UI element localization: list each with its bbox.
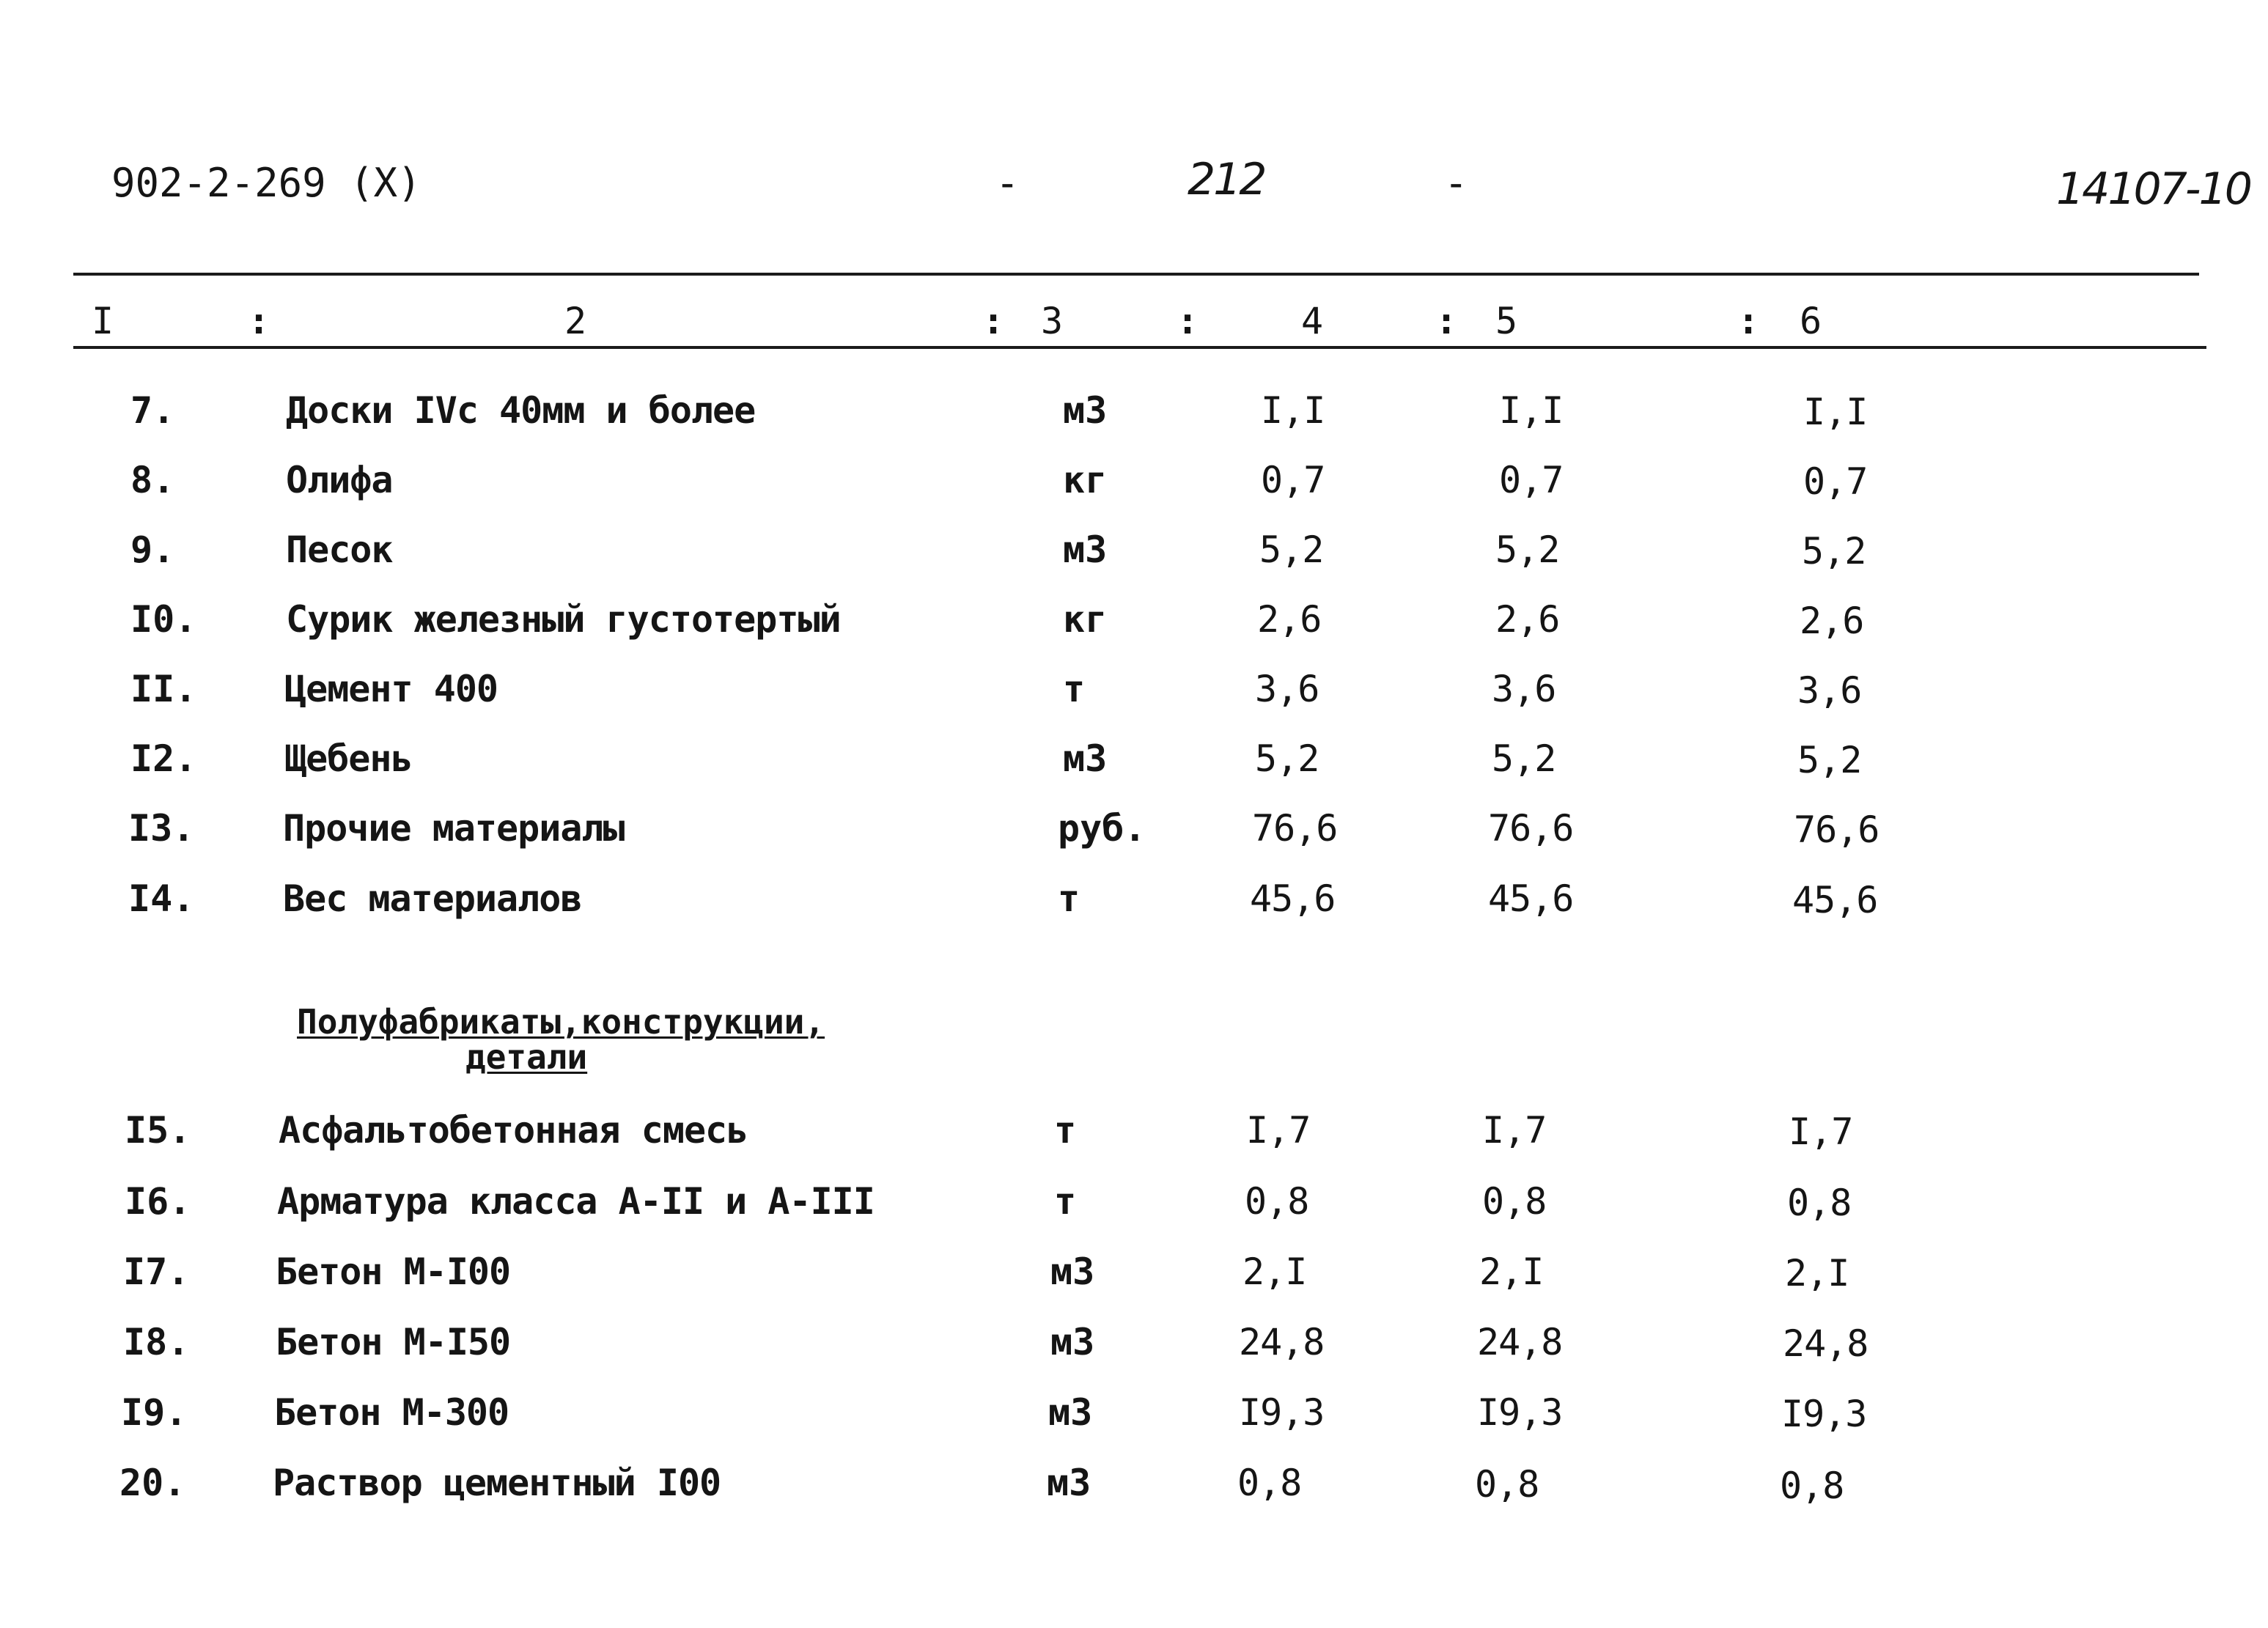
column-separator: : [1177,300,1199,342]
value-col-5: 0,8 [1475,1463,1539,1506]
value-col-5: 45,6 [1488,877,1574,920]
value-col-5: I,7 [1482,1109,1547,1152]
row-number: 7. [130,389,175,432]
row-number: I0. [130,598,197,641]
value-col-6: 24,8 [1783,1322,1868,1365]
value-col-6: 3,6 [1797,669,1862,712]
row-number: I3. [128,807,195,850]
value-col-6: I,7 [1789,1110,1853,1153]
table-top-rule [73,273,2199,276]
section-heading-line-1: Полуфабрикаты,конструкции, [297,1002,825,1042]
value-col-5: 2,6 [1495,598,1560,641]
material-name: Сурик железный густотертый [286,598,841,641]
unit: т [1054,1180,1077,1223]
value-col-4: 0,8 [1237,1462,1302,1504]
material-name: Песок [286,528,393,571]
value-col-6: 5,2 [1797,739,1862,781]
value-col-5: 3,6 [1492,668,1556,710]
column-number-1: I [92,300,114,342]
column-number-3: 3 [1041,300,1064,342]
value-col-5: I9,3 [1477,1391,1563,1434]
row-number: I9. [121,1391,188,1434]
unit: т [1063,668,1086,710]
material-name: Олифа [286,459,393,501]
unit: м3 [1050,1251,1095,1293]
row-number: I2. [130,737,197,780]
value-col-6: 2,I [1785,1252,1849,1294]
unit: т [1058,877,1080,920]
unit: кг [1063,598,1108,641]
row-number: I6. [125,1180,191,1223]
value-col-6: 0,7 [1803,460,1868,503]
column-separator: : [1435,300,1458,342]
value-col-4: I,7 [1246,1109,1311,1152]
material-name: Цемент 400 [284,668,498,710]
value-col-4: 76,6 [1252,807,1338,850]
unit: м3 [1063,528,1108,571]
table-header-rule [73,346,2206,349]
material-name: Бетон М-300 [274,1391,509,1434]
value-col-4: 2,6 [1257,598,1322,641]
header-dash-left: - [995,160,1020,206]
value-col-4: 24,8 [1239,1321,1325,1363]
column-number-2: 2 [564,300,587,342]
value-col-4: 5,2 [1259,528,1324,571]
header-dash-right: - [1444,160,1468,206]
material-name: Асфальтобетонная смесь [279,1109,748,1152]
unit: руб. [1058,807,1146,850]
value-col-4: 3,6 [1255,668,1319,710]
row-number: I5. [125,1109,191,1152]
row-number: I8. [123,1321,190,1363]
material-name: Бетон М-I00 [276,1251,511,1293]
value-col-6: 5,2 [1802,530,1866,572]
value-col-4: 0,8 [1245,1180,1309,1223]
sheet-code: 14107-10 [2056,163,2250,215]
material-name: Раствор цементный I00 [273,1462,721,1504]
unit: кг [1063,459,1108,501]
row-number: II. [130,668,197,710]
row-number: I7. [123,1251,190,1293]
value-col-5: 2,I [1479,1251,1544,1293]
value-col-4: I9,3 [1239,1391,1325,1434]
row-number: 9. [130,528,175,571]
page-number: 212 [1188,154,1265,205]
value-col-4: 5,2 [1255,737,1319,780]
column-number-5: 5 [1495,300,1518,342]
material-name: Вес материалов [283,877,582,920]
row-number: 8. [130,459,175,501]
value-col-5: I,I [1499,389,1564,432]
value-col-6: I,I [1803,391,1868,433]
value-col-6: 2,6 [1800,600,1864,642]
material-name: Арматура класса А-II и А-III [277,1180,875,1223]
value-col-6: 0,8 [1787,1182,1852,1224]
material-name: Прочие материалы [283,807,625,850]
row-number: I4. [128,877,195,920]
unit: м3 [1063,737,1108,780]
unit: т [1054,1109,1077,1152]
unit: м3 [1050,1321,1095,1363]
value-col-5: 0,7 [1499,459,1564,501]
value-col-6: I9,3 [1781,1393,1867,1435]
value-col-4: 2,I [1242,1251,1307,1293]
value-col-5: 76,6 [1488,807,1574,850]
value-col-6: 45,6 [1792,879,1878,921]
value-col-4: 45,6 [1250,877,1336,920]
section-heading-line-2: детали [465,1037,588,1077]
column-separator: : [248,300,270,342]
value-col-6: 0,8 [1780,1465,1844,1507]
value-col-6: 76,6 [1794,809,1879,851]
row-number: 20. [119,1462,186,1504]
value-col-5: 0,8 [1482,1180,1547,1223]
value-col-5: 5,2 [1495,528,1560,571]
column-separator: : [982,300,1005,342]
unit: м3 [1047,1462,1091,1504]
material-name: Щебень [284,737,413,780]
column-number-6: 6 [1800,300,1822,342]
value-col-5: 5,2 [1492,737,1556,780]
unit: м3 [1048,1391,1093,1434]
value-col-5: 24,8 [1477,1321,1563,1363]
section-heading [297,1004,825,1075]
unit: м3 [1063,389,1108,432]
document-code: 902-2-269 (X) [111,160,421,206]
material-name: Доски IVс 40мм и более [286,389,756,432]
value-col-4: I,I [1261,389,1325,432]
column-separator: : [1737,300,1760,342]
material-name: Бетон М-I50 [276,1321,511,1363]
value-col-4: 0,7 [1261,459,1325,501]
column-number-4: 4 [1301,300,1324,342]
